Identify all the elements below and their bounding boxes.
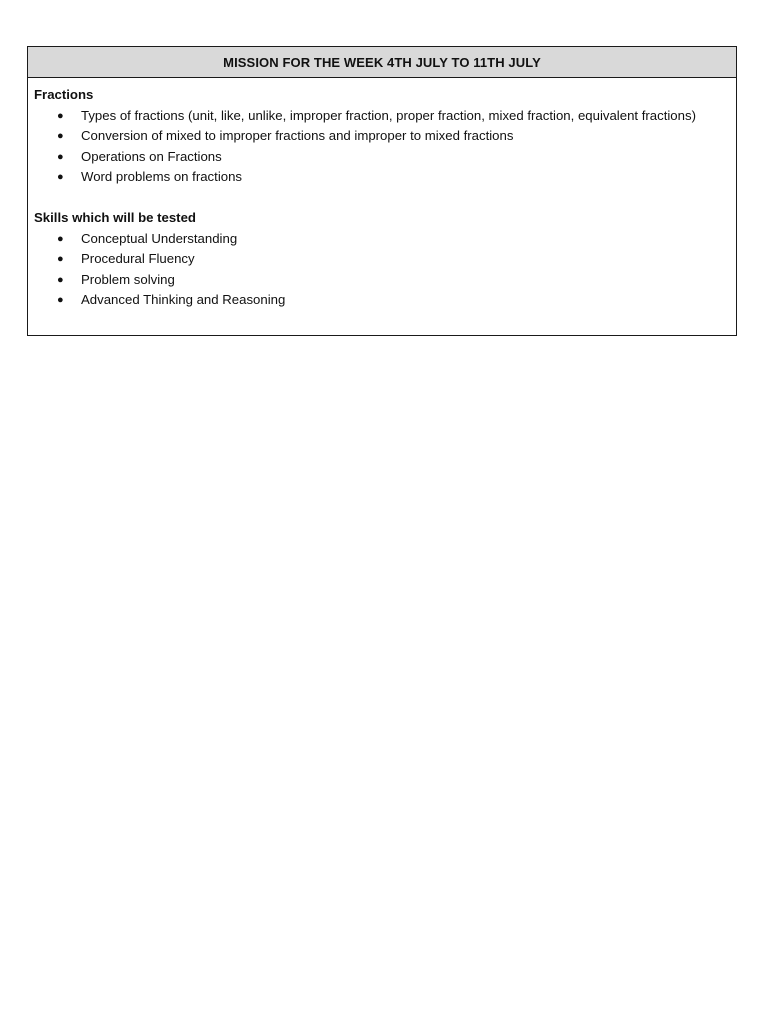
- list-item-text: Operations on Fractions: [81, 148, 222, 164]
- bullet-icon: ●: [57, 294, 64, 306]
- list-item: [34, 147, 730, 168]
- section-title-skills: Skills which will be tested: [34, 210, 196, 225]
- mission-header: [28, 47, 736, 78]
- list-item: [34, 249, 730, 270]
- list-item-text: Conversion of mixed to improper fractions and improper to mixed fractions: [81, 128, 514, 143]
- fractions-topic-list: [34, 106, 730, 188]
- bullet-icon: ●: [57, 253, 64, 265]
- mission-body: [28, 78, 736, 311]
- mission-title: MISSION FOR THE WEEK 4TH JULY TO 11TH JULY: [223, 54, 541, 70]
- list-item-text: Conceptual Understanding: [81, 230, 238, 246]
- list-item-text: Problem solving: [81, 271, 175, 287]
- mission-table: [27, 46, 737, 336]
- list-item-text: Word problems on fractions: [81, 169, 243, 184]
- bullet-icon: ●: [57, 130, 64, 142]
- bullet-icon: ●: [57, 109, 64, 122]
- bullet-icon: ●: [57, 171, 64, 183]
- list-item: [34, 270, 730, 291]
- bullet-icon: ●: [57, 273, 64, 286]
- list-item-text: Procedural Fluency: [81, 251, 195, 266]
- list-item-text: Types of fractions (unit, like, unlike, improper fraction, proper fraction, mixed fraction, equivalent fractions): [81, 107, 696, 123]
- list-item: [34, 229, 730, 250]
- list-item: [34, 167, 730, 188]
- bullet-icon: ●: [57, 232, 64, 245]
- bullet-icon: ●: [57, 150, 64, 163]
- section-spacer: [34, 188, 730, 209]
- list-item: [34, 126, 730, 147]
- section-title-fractions: Fractions: [34, 87, 94, 102]
- list-item: [34, 290, 730, 311]
- list-item: [34, 106, 730, 127]
- list-item-text: Advanced Thinking and Reasoning: [81, 292, 286, 307]
- skills-list: [34, 229, 730, 311]
